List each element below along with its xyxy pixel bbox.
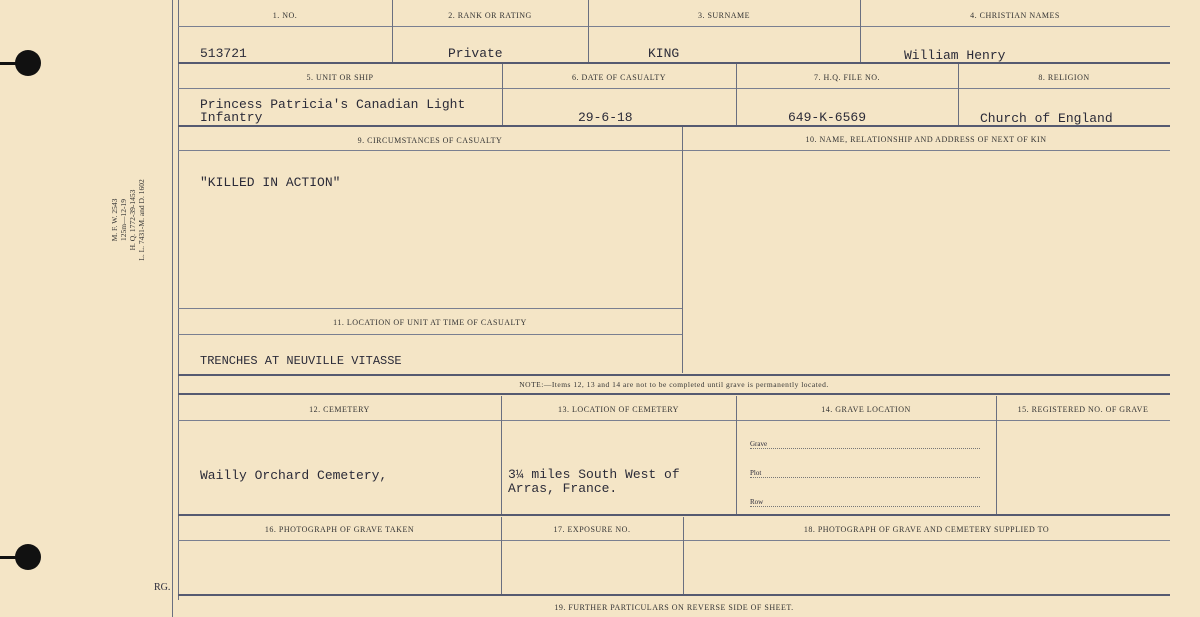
plot-field — [750, 469, 980, 478]
surname: KING — [648, 46, 680, 61]
rule — [178, 334, 682, 335]
location-cemetery-line-1: 3¼ miles South West of — [508, 467, 680, 482]
location-cemetery-line-2: Arras, France. — [508, 481, 618, 496]
hq-file-no: 649-K-6569 — [788, 110, 867, 125]
row-label: Row — [750, 498, 764, 506]
row-field — [750, 498, 980, 507]
margin-rule — [178, 0, 179, 600]
rule — [588, 0, 589, 62]
margin-rule — [172, 0, 173, 617]
rule — [682, 127, 683, 373]
header-exposure-no: 17. EXPOSURE NO. — [553, 525, 631, 534]
rule — [178, 594, 1170, 596]
plot-label: Plot — [750, 469, 762, 477]
margin-line: H. Q. 1772-39-1453 — [128, 189, 137, 251]
header-surname: 3. SURNAME — [697, 11, 751, 20]
punch-peg — [0, 62, 20, 65]
header-date: 6. DATE OF CASUALTY — [571, 73, 667, 82]
header-religion: 8. RELIGION — [1038, 73, 1090, 82]
header-cemetery: 12. CEMETERY — [309, 405, 370, 414]
rule — [178, 150, 1170, 151]
margin-line: L. L. 7431-M. and D. 1602 — [137, 179, 146, 261]
margin-line: 125m—12-19 — [119, 198, 128, 242]
rule — [178, 374, 1170, 376]
header-circumstances: 9. CIRCUMSTANCES OF CASUALTY — [357, 136, 503, 145]
grave-field — [750, 440, 980, 449]
header-rank: 2. RANK OR RATING — [448, 11, 532, 20]
religion: Church of England — [980, 111, 1113, 126]
header-location-unit: 11. LOCATION OF UNIT AT TIME OF CASUALTY — [333, 318, 527, 327]
rule — [178, 420, 1170, 421]
circumstances-value: "KILLED IN ACTION" — [200, 175, 341, 190]
rule — [178, 88, 1170, 89]
rule — [178, 540, 1170, 541]
header-unit: 5. UNIT OR SHIP — [306, 73, 374, 82]
header-photograph-supplied: 18. PHOTOGRAPH OF GRAVE AND CEMETERY SUPPLIED TO — [803, 525, 1050, 534]
rule — [178, 308, 682, 309]
header-grave-location: 14. GRAVE LOCATION — [821, 405, 911, 414]
header-christian-names: 4. CHRISTIAN NAMES — [970, 11, 1060, 20]
margin-line: M. F. W. 2543 — [110, 198, 119, 242]
regimental-number: 513721 — [200, 46, 247, 61]
unit-line-1: Princess Patricia's Canadian Light — [200, 97, 466, 112]
footer-note: 19. FURTHER PARTICULARS ON REVERSE SIDE OF SHEET. — [554, 603, 794, 612]
punch-peg — [0, 556, 20, 559]
header-file-no: 7. H.Q. FILE NO. — [814, 73, 880, 82]
rule — [178, 393, 1170, 395]
header-location-cemetery: 13. LOCATION OF CEMETERY — [558, 405, 679, 414]
margin-print — [110, 170, 146, 270]
rule — [178, 26, 1170, 27]
header-next-of-kin: 10. NAME, RELATIONSHIP AND ADDRESS OF NEXT OF KIN — [805, 135, 1047, 144]
location-unit-value: TRENCHES AT NEUVILLE VITASSE — [200, 354, 402, 368]
rule — [860, 0, 861, 62]
christian-names: William Henry — [904, 48, 1006, 63]
date-of-casualty: 29-6-18 — [578, 110, 633, 125]
rule — [178, 62, 1170, 64]
grave-label: Grave — [750, 440, 768, 448]
unit-line-2: Infantry — [200, 110, 263, 125]
initials: RG. — [154, 582, 171, 593]
note: NOTE:—Items 12, 13 and 14 are not to be completed until grave is permanently located. — [519, 380, 829, 389]
header-registered-no: 15. REGISTERED NO. OF GRAVE — [1017, 405, 1149, 414]
header-photograph-taken: 16. PHOTOGRAPH OF GRAVE TAKEN — [264, 525, 415, 534]
rank: Private — [448, 46, 503, 61]
cemetery-value: Wailly Orchard Cemetery, — [200, 468, 388, 483]
rule — [178, 514, 1170, 516]
rule — [392, 0, 393, 62]
header-no: 1. NO. — [272, 11, 298, 20]
